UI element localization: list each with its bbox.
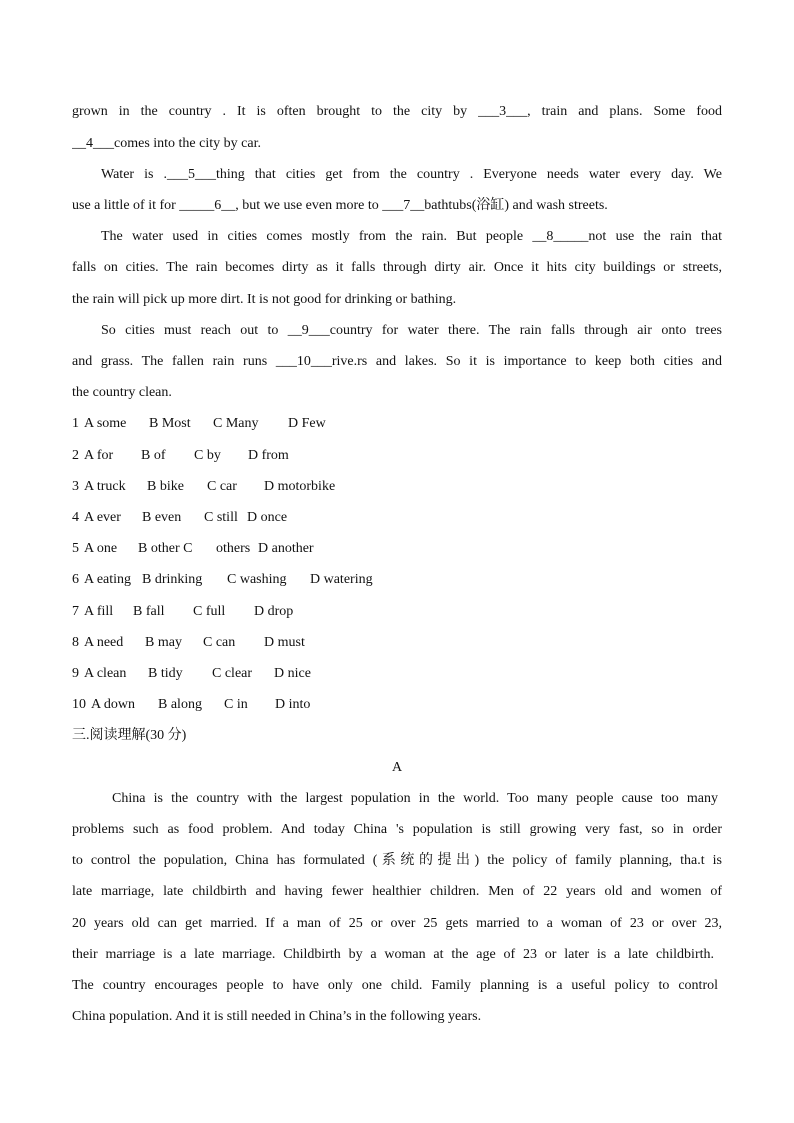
option-c: C still bbox=[204, 510, 238, 525]
passage-line: and grass. The fallen rain runs ___10___rive.rs and lakes. So it is importance to keep both cities and bbox=[72, 354, 722, 369]
option-c: C clear bbox=[212, 666, 253, 681]
passage-line: problems such as food problem. And today China 's population is still growing very fast, so in order bbox=[72, 822, 722, 837]
passage-label: A bbox=[391, 760, 403, 775]
option-b: B of bbox=[141, 448, 166, 463]
option-c: C car bbox=[207, 479, 237, 494]
passage-line: the rain will pick up more dirt. It is not good for drinking or bathing. bbox=[72, 292, 457, 307]
passage-line: grown in the country . It is often brought to the city by ___3___, train and plans. Some food bbox=[72, 104, 722, 119]
option-b: B other C bbox=[138, 541, 193, 556]
section-title: 三.阅读理解(30 分) bbox=[72, 728, 187, 743]
option-b: B along bbox=[158, 697, 202, 712]
option-a: A clean bbox=[84, 666, 127, 681]
passage-line: use a little of it for _____6__, but we use even more to ___7__bathtubs(浴缸) and wash streets. bbox=[72, 198, 608, 213]
option-d: D once bbox=[247, 510, 288, 525]
option-b: B bike bbox=[147, 479, 184, 494]
question-number: 8 bbox=[72, 635, 79, 650]
option-d: D into bbox=[275, 697, 311, 712]
passage-line: __4___comes into the city by car. bbox=[72, 136, 261, 151]
option-c: C Many bbox=[213, 416, 259, 431]
passage-line: China population. And it is still needed in China’s in the following years. bbox=[72, 1009, 482, 1024]
question-number: 6 bbox=[72, 572, 79, 587]
option-c: C by bbox=[194, 448, 221, 463]
passage-line: The water used in cities comes mostly from the rain. But people __8_____not use the rain that bbox=[101, 229, 722, 244]
option-d: D motorbike bbox=[264, 479, 336, 494]
passage-line: China is the country with the largest population in the world. Too many people cause too many bbox=[112, 791, 718, 806]
question-number: 9 bbox=[72, 666, 79, 681]
option-a: A one bbox=[84, 541, 118, 556]
question-row bbox=[72, 570, 722, 590]
option-a: A for bbox=[84, 448, 114, 463]
question-number: 7 bbox=[72, 604, 79, 619]
option-a: A fill bbox=[84, 604, 114, 619]
option-a: A ever bbox=[84, 510, 121, 525]
question-number: 1 bbox=[72, 416, 79, 431]
option-c: C can bbox=[203, 635, 236, 650]
question-number: 3 bbox=[72, 479, 79, 494]
option-c: others bbox=[216, 541, 251, 556]
option-d: D watering bbox=[310, 572, 373, 587]
passage-line: to control the population, China has formulated (系统的提出) the policy of family planning, tha.t is bbox=[72, 853, 722, 868]
question-row bbox=[72, 633, 722, 653]
question-row bbox=[72, 695, 722, 715]
question-number: 10 bbox=[72, 697, 86, 712]
option-a: A need bbox=[84, 635, 124, 650]
option-a: A truck bbox=[84, 479, 126, 494]
question-row bbox=[72, 446, 722, 466]
passage-line: late marriage, late childbirth and having fewer healthier children. Men of 22 years old and women of bbox=[72, 884, 722, 899]
option-b: B may bbox=[145, 635, 182, 650]
question-row bbox=[72, 477, 722, 497]
option-d: D nice bbox=[274, 666, 311, 681]
option-b: B tidy bbox=[148, 666, 183, 681]
question-number: 4 bbox=[72, 510, 79, 525]
question-row bbox=[72, 664, 722, 684]
option-c: C in bbox=[224, 697, 248, 712]
option-a: A eating bbox=[84, 572, 132, 587]
option-d: D another bbox=[258, 541, 314, 556]
question-number: 5 bbox=[72, 541, 79, 556]
option-c: C full bbox=[193, 604, 226, 619]
question-number: 2 bbox=[72, 448, 79, 463]
question-row bbox=[72, 602, 722, 622]
passage-line: So cities must reach out to __9___country for water there. The rain falls through air onto trees bbox=[101, 323, 722, 338]
passage-line: Water is .___5___thing that cities get from the country . Everyone needs water every day. We bbox=[101, 167, 722, 182]
passage-line: falls on cities. The rain becomes dirty as it falls through dirty air. Once it hits city buildings or streets, bbox=[72, 260, 722, 275]
option-b: B fall bbox=[133, 604, 165, 619]
option-b: B even bbox=[142, 510, 182, 525]
question-row bbox=[72, 414, 722, 434]
option-d: D must bbox=[264, 635, 305, 650]
option-a: A some bbox=[84, 416, 127, 431]
passage-line: the country clean. bbox=[72, 385, 172, 400]
option-d: D from bbox=[248, 448, 289, 463]
option-d: D drop bbox=[254, 604, 294, 619]
passage-line: their marriage is a late marriage. Childbirth by a woman at the age of 23 or later is a late childbirth. bbox=[72, 947, 714, 962]
question-row bbox=[72, 508, 722, 528]
option-b: B Most bbox=[149, 416, 191, 431]
option-c: C washing bbox=[227, 572, 287, 587]
question-row bbox=[72, 539, 722, 559]
passage-line: The country encourages people to have only one child. Family planning is a useful policy to control bbox=[72, 978, 718, 993]
option-a: A down bbox=[91, 697, 135, 712]
passage-line: 20 years old can get married. If a man of 25 or over 25 gets married to a woman of 23 or over 23, bbox=[72, 916, 722, 931]
option-b: B drinking bbox=[142, 572, 203, 587]
option-d: D Few bbox=[288, 416, 326, 431]
